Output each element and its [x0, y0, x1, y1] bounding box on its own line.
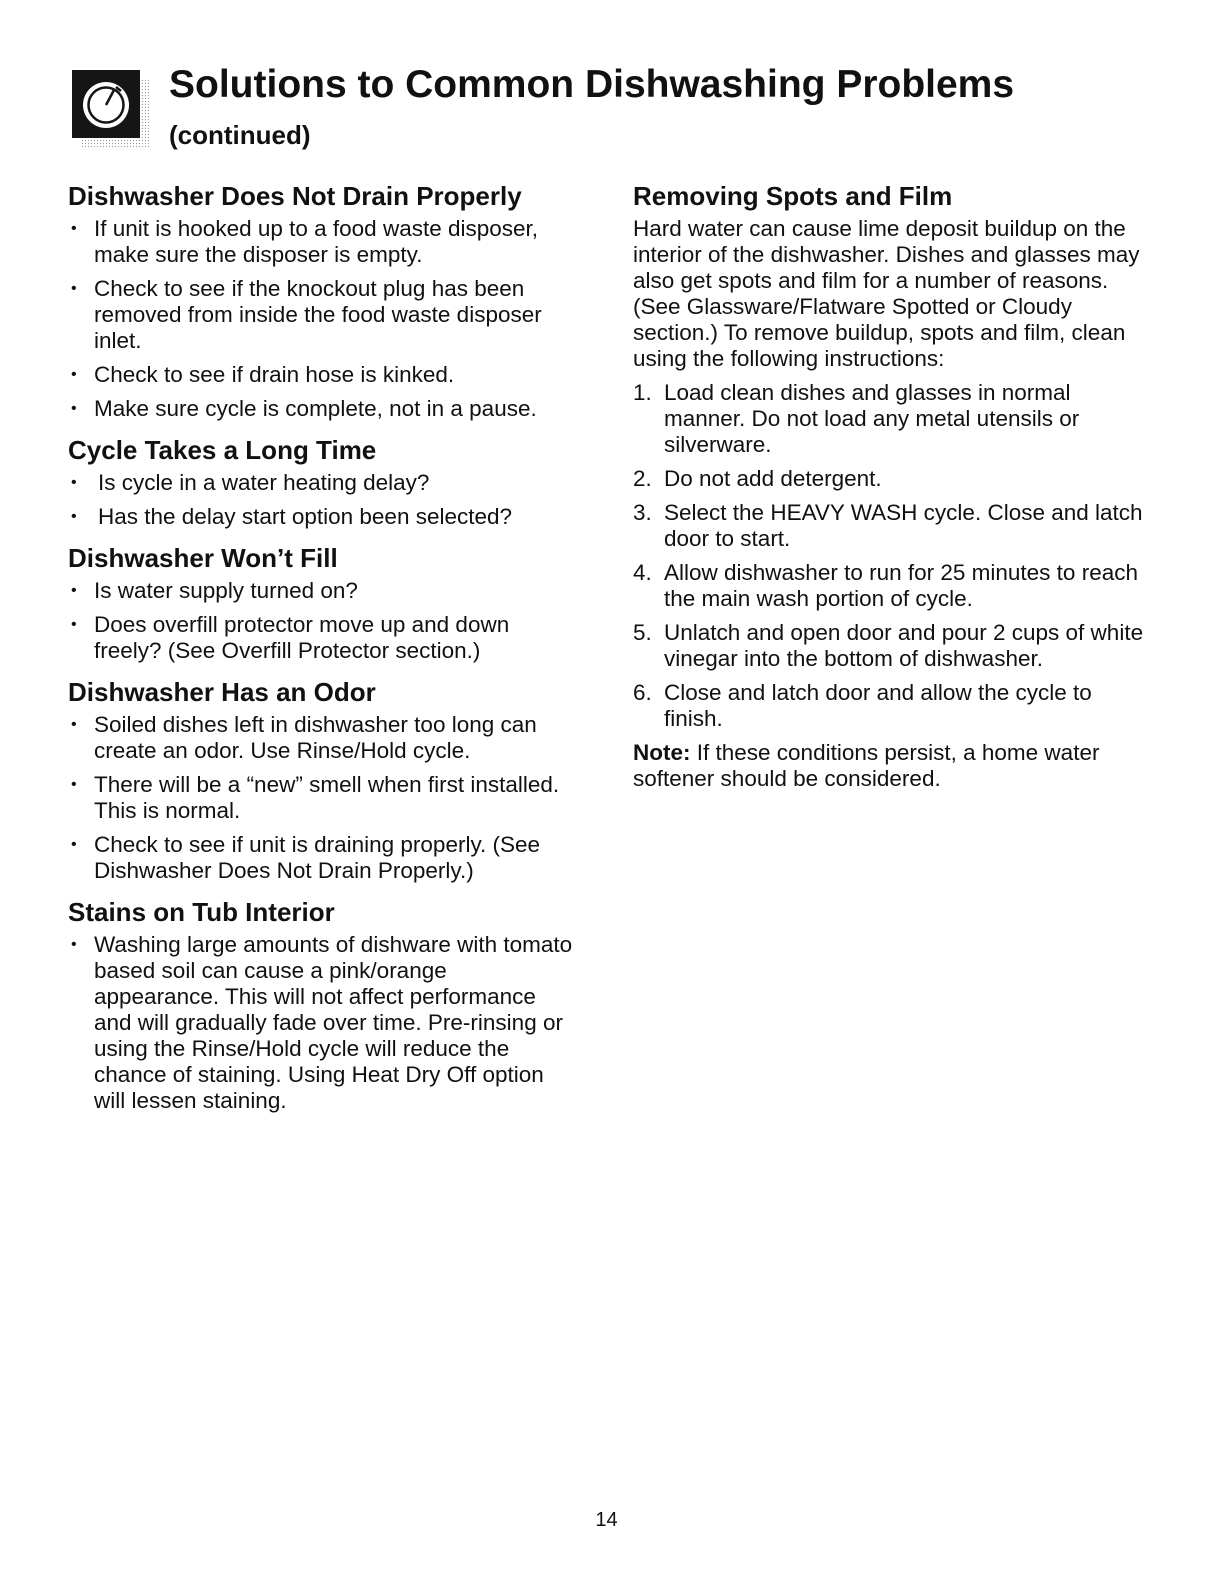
step-text: Allow dishwasher to run for 25 minutes to reach the main wash portion of cycle.: [664, 560, 1138, 611]
section-heading-long-time: Cycle Takes a Long Time: [68, 435, 377, 465]
odor-list: [68, 712, 573, 884]
list-item: [68, 832, 573, 884]
list-item-text: There will be a “new” smell when first installed. This is normal.: [94, 772, 560, 823]
long-time-list: [68, 470, 573, 530]
section-heading-stains: Stains on Tub Interior: [68, 897, 335, 927]
step-number: 1.: [633, 380, 652, 405]
list-item-text: Check to see if drain hose is kinked.: [94, 362, 455, 387]
steps-list: [633, 380, 1153, 732]
step-text: Unlatch and open door and pour 2 cups of white vinegar into the bottom of dishwasher.: [664, 620, 1144, 671]
step-item: [633, 620, 1153, 672]
page-title: Solutions to Common Dishwashing Problems: [169, 63, 1015, 106]
step-number: 4.: [633, 560, 652, 585]
list-item: [68, 578, 573, 604]
bullet-icon: •: [71, 836, 77, 853]
list-item-text: Is water supply turned on?: [94, 578, 358, 603]
list-item: [68, 276, 573, 354]
step-item: [633, 466, 1153, 492]
list-item: [68, 932, 573, 1114]
list-item-text: Check to see if unit is draining properly. (See Dishwasher Does Not Drain Properly.): [94, 832, 541, 883]
bullet-icon: •: [71, 400, 77, 417]
list-item: [68, 216, 573, 268]
step-item: [633, 500, 1153, 552]
list-item-text: Does overfill protector move up and down freely? (See Overfill Protector section.): [94, 612, 510, 663]
list-item: [68, 772, 573, 824]
note-text: If these conditions persist, a home water softener should be considered.: [633, 740, 1100, 791]
intro-paragraph: Hard water can cause lime deposit buildup on the interior of the dishwasher. Dishes and glasses may also get spots and film for a number of reasons. (See Glassware/Flatware Spotted or Cloudy section.) To remove buildup, spots and film, clean using the following instructions:: [633, 216, 1140, 371]
list-item: [68, 396, 573, 422]
step-number: 3.: [633, 500, 652, 525]
list-item-text: Is cycle in a water heating delay?: [98, 470, 430, 495]
list-item: [68, 470, 573, 496]
drain-list: [68, 216, 573, 422]
bullet-icon: •: [71, 936, 77, 953]
step-item: [633, 560, 1153, 612]
list-item-text: Washing large amounts of dishware with tomato based soil can cause a pink/orange appearance. This will not affect performance and will gradually fade over time. Pre-rinsing or using the Rinse/Hold cycle will reduce the chance of staining. Using Heat Dry Off option will lessen staining.: [94, 932, 573, 1113]
list-item-text: Soiled dishes left in dishwasher too long can create an odor. Use Rinse/Hold cycle.: [94, 712, 537, 763]
note-paragraph: [633, 740, 1153, 792]
section-heading-wont-fill: Dishwasher Won’t Fill: [68, 543, 338, 573]
bullet-icon: •: [71, 716, 77, 733]
wont-fill-list: [68, 578, 573, 664]
list-item-text: Has the delay start option been selected?: [98, 504, 513, 529]
dishwasher-dial-icon: [72, 70, 150, 148]
step-number: 5.: [633, 620, 652, 645]
list-item-text: Check to see if the knockout plug has been removed from inside the food waste disposer inlet.: [94, 276, 542, 353]
bullet-icon: •: [71, 776, 77, 793]
stains-list: [68, 932, 573, 1114]
list-item: [68, 712, 573, 764]
page-number: 14: [595, 1509, 618, 1531]
note-label: Note:: [633, 740, 691, 765]
bullet-icon: •: [71, 220, 77, 237]
list-item: [68, 362, 573, 388]
list-item-text: If unit is hooked up to a food waste disposer, make sure the disposer is empty.: [94, 216, 539, 267]
step-text: Load clean dishes and glasses in normal manner. Do not load any metal utensils or silverware.: [664, 380, 1080, 457]
bullet-icon: •: [71, 280, 77, 297]
section-heading-spots-film: Removing Spots and Film: [633, 181, 953, 211]
bullet-icon: •: [71, 474, 77, 491]
bullet-icon: •: [71, 582, 77, 599]
section-heading-drain: Dishwasher Does Not Drain Properly: [68, 181, 522, 211]
list-item: [68, 612, 573, 664]
step-number: 6.: [633, 680, 652, 705]
step-text: Close and latch door and allow the cycle to finish.: [664, 680, 1092, 731]
step-number: 2.: [633, 466, 652, 491]
step-item: [633, 680, 1153, 732]
page-subtitle: (continued): [169, 120, 311, 150]
step-item: [633, 380, 1153, 458]
list-item-text: Make sure cycle is complete, not in a pause.: [94, 396, 537, 421]
bullet-icon: •: [71, 366, 77, 383]
bullet-icon: •: [71, 616, 77, 633]
step-text: Select the HEAVY WASH cycle. Close and latch door to start.: [664, 500, 1143, 551]
right-column: [633, 180, 1153, 800]
left-column: [68, 180, 573, 1122]
step-text: Do not add detergent.: [664, 466, 882, 491]
bullet-icon: •: [71, 508, 77, 525]
section-heading-odor: Dishwasher Has an Odor: [68, 677, 376, 707]
list-item: [68, 504, 573, 530]
